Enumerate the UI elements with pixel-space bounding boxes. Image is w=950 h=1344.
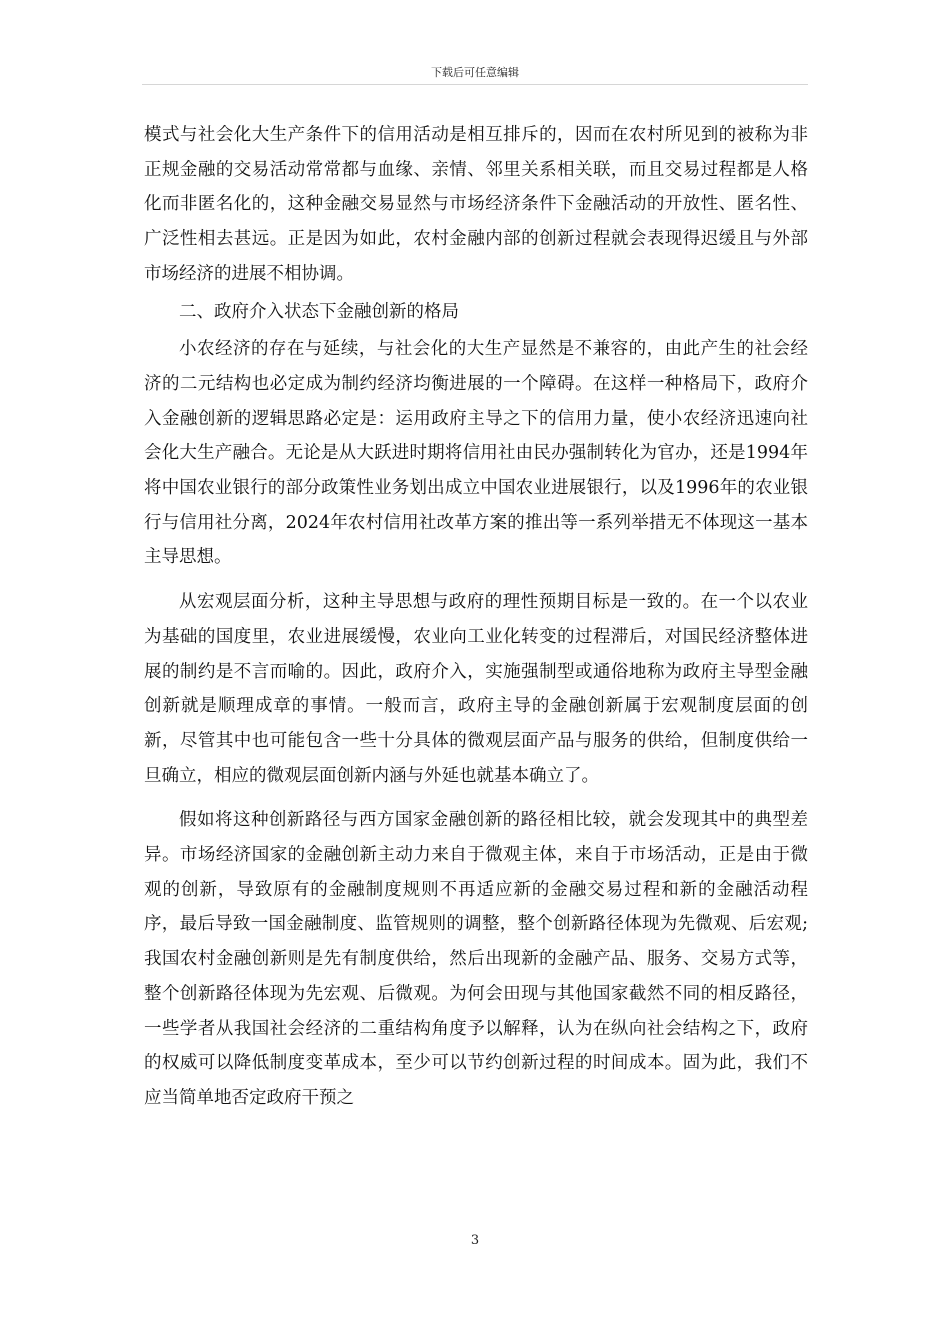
paragraph-continuation: 模式与社会化大生产条件下的信用活动是相互排斥的，因而在农村所见到的被称为非正规金融的交易活动常常都与血缘、亲情、邻里关系相关联，而且交易过程都是人格化而非匿名化的，这种金融交易显然与市场经济条件下金融活动的开放性、匿名性、广泛性相去甚远。正是因为如此，农村金融内部的创新过程就会表现得迟缓且与外部市场经济的进展不相协调。: [144, 125, 808, 284]
section-heading: 二、政府介入状态下金融创新的格局: [179, 301, 459, 322]
header-divider: [142, 84, 808, 85]
page-number: 3: [470, 1233, 480, 1248]
paragraph: 从宏观层面分析，这种主导思想与政府的理性预期目标是一致的。在一个以农业为基础的国度里，农业进展缓慢，农业向工业化转变的过程滞后，对国民经济整体进展的制约是不言而喻的。因此，政府介入，实施强制型或通俗地称为政府主导型金融创新就是顺理成章的事情。一般而言，政府主导的金融创新属于宏观制度层面的创新，尽管其中也可能包含一些十分具体的微观层面产品与服务的供给，但制度供给一旦确立，相应的微观层面创新内涵与外延也就基本确立了。: [144, 592, 808, 786]
page-header: 下载后可任意编辑: [431, 66, 519, 79]
paragraph: 假如将这种创新路径与西方国家金融创新的路径相比较，就会发现其中的典型差异。市场经济国家的金融创新主动力来自于微观主体，来自于市场活动，正是由于微观的创新，导致原有的金融制度规则不再适应新的金融交易过程和新的金融活动程序，最后导致一国金融制度、监管规则的调整，整个创新路径体现为先微观、后宏观;我国农村金融创新则是先有制度供给，然后出现新的金融产品、服务、交易方式等，整个创新路径体现为先宏观、后微观。为何会田现与其他国家截然不同的相反路径，一些学者从我国社会经济的二重结构角度予以解释，认为在纵向社会结构之下，政府的权威可以降低制度变革成本，至少可以节约创新过程的时间成本。固为此，我们不应当简单地否定政府干预之: [144, 810, 808, 1108]
document-body: [144, 118, 808, 1116]
paragraph: 小农经济的存在与延续，与社会化的大生产显然是不兼容的，由此产生的社会经济的二元结构也必定成为制约经济均衡进展的一个障碍。在这样一种格局下，政府介入金融创新的逻辑思路必定是：运用政府主导之下的信用力量，使小农经济迅速向社会化大生产融合。无论是从大跃进时期将信用社由民办强制转化为官办，还是1994年将中国农业银行的部分政策性业务划出成立中国农业进展银行，以及1996年的农业银行与信用社分离，2024年农村信用社改革方案的推出等一系列举措无不体现这一基本主导思想。: [144, 339, 808, 568]
